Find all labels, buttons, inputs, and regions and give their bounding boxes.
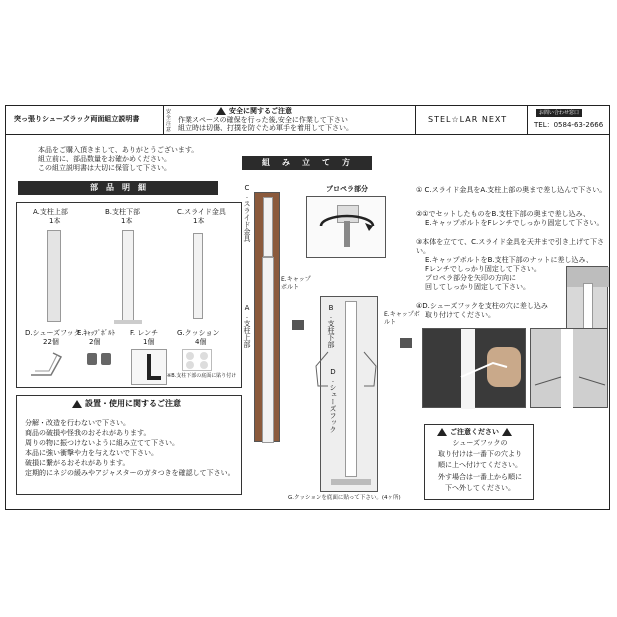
upper-pole-image	[262, 257, 274, 443]
part-f-qty: 1個	[143, 338, 155, 346]
notice-line: シューズフックの	[452, 439, 508, 447]
safety-line-2: 組立時は切傷、打撲を防ぐため軍手を着用して下さい。	[178, 124, 353, 132]
step-number: ③	[416, 238, 423, 246]
notice-line: 取り付けは一番下の穴より	[438, 450, 522, 458]
label-slide-fitting: C.スライド金具	[243, 184, 251, 242]
header-title-cell	[6, 106, 164, 134]
step-text: D.シューズフックを支柱の穴に差し込み	[422, 302, 548, 310]
slide-fitting-image	[263, 197, 273, 257]
label-lower-pole: B.支柱下部	[327, 304, 335, 348]
intro-line-1: 本品をご購入頂きまして、ありがとうございます。	[38, 146, 199, 154]
hooks-on-pole-photo	[530, 328, 608, 408]
safety-line-1: 作業スペースの確保を行った後,安全に作業して下さい	[178, 116, 348, 124]
step-text: E.キャップボルトをFレンチでしっかり固定して下さい。	[425, 219, 604, 227]
header-brand-cell	[416, 106, 528, 134]
hook-in-hand	[453, 353, 513, 383]
rotate-arrow-icon	[315, 211, 379, 241]
step-text: プロペラ部分を矢印の方向に	[425, 274, 516, 282]
part-d-qty: 22個	[43, 338, 59, 346]
label-cap-bolt-2: E.キャップボルト	[384, 311, 420, 326]
step-number: ④	[416, 302, 423, 310]
part-b-foot	[114, 320, 142, 324]
part-c-name: C.スライド金具	[177, 208, 226, 216]
step-text: C.スライド金具をA.支柱上部の奥まで差し込んで下さい。	[424, 186, 607, 194]
part-b-name: B.支柱下部	[105, 208, 141, 216]
part-c-image	[193, 233, 203, 319]
hook-install-photo	[422, 328, 526, 408]
propeller-image	[306, 196, 386, 258]
intro-line-2: 組立前に、部品数量をお確かめください。	[38, 155, 171, 163]
warning-icon	[502, 428, 512, 436]
propeller-label: プロペラ部分	[326, 185, 368, 193]
header-safety-cell	[164, 106, 416, 134]
usage-line: 分解・改造を行わないで下さい。	[25, 419, 130, 427]
warning-icon	[216, 107, 226, 115]
brand-name: STEL☆LAR NEXT	[428, 115, 508, 124]
warning-icon	[437, 428, 447, 436]
shoe-hook-image	[27, 349, 67, 379]
usage-heading: 設置・使用に関するご注意	[72, 399, 181, 409]
parts-list-box	[16, 202, 242, 388]
step-text: 回してしっかり固定して下さい。	[425, 283, 530, 291]
part-c-qty: 1本	[193, 217, 205, 225]
part-g-qty: 4個	[195, 338, 207, 346]
contact-tel: TEL：0584-63-2666	[534, 121, 604, 129]
intro-line-3: この組立説明書は大切に保管して下さい。	[38, 164, 171, 172]
usage-line: 定期的にネジの緩みやアジャスターのガタつきを確認して下さい。	[25, 469, 235, 477]
safety-side-label: 安全注意	[166, 109, 172, 133]
step-2	[416, 210, 611, 228]
part-a-image	[47, 230, 61, 322]
notice-line: 順に上へ付けてください。	[438, 461, 522, 469]
notice-line: 下へ外してください。	[445, 484, 515, 492]
cushion-image	[182, 349, 212, 371]
part-a-name: A.支柱上部	[33, 208, 68, 216]
header-contact-cell	[528, 106, 611, 134]
part-a-qty: 1本	[49, 217, 61, 225]
step-1	[416, 186, 611, 195]
usage-line: 破損に繋がるおそれがあります。	[25, 459, 130, 467]
part-f-name: F. レンチ	[130, 329, 159, 337]
notice-line: 外す場合は一番上から順に	[438, 473, 522, 481]
step-text: Fレンチでしっかり固定して下さい。	[425, 265, 541, 273]
wrench-image	[131, 349, 167, 385]
step-4	[416, 302, 566, 320]
part-d-name: D.シューズフック	[25, 329, 81, 337]
warning-icon	[72, 400, 82, 408]
step-number: ①	[416, 186, 423, 194]
step-text: 取り付けてください。	[425, 311, 495, 319]
hooks-illustration	[531, 365, 609, 395]
part-b-qty: 1本	[121, 217, 133, 225]
label-shoe-hook: D.シューズフック	[329, 368, 337, 433]
part-e-name: E.ｷｬｯﾌﾟﾎﾞﾙﾄ	[77, 329, 116, 337]
step-text: 本体を立てて、C.スライド金具を天井まで引き上げて下さい。	[416, 238, 605, 255]
step-number: ②	[416, 210, 423, 218]
instruction-sheet	[5, 105, 610, 510]
cap-bolt-detail-1	[292, 320, 304, 330]
cap-bolt-detail-2	[400, 338, 412, 348]
cushion-caption: G.クッションを底面に貼って下さい。(4ヶ所)	[288, 495, 401, 501]
step-text: E.キャップボルトをB.支柱下部のナットに差し込み、	[425, 256, 593, 264]
cushion-note: ※B.支柱下部の底面に貼り付け	[167, 373, 237, 379]
usage-notice-box	[16, 395, 242, 495]
header-divider	[6, 134, 609, 135]
contact-label: お問い合わせ窓口	[536, 109, 582, 117]
label-upper-pole: A.支柱上部	[243, 304, 251, 348]
part-e-qty: 2個	[89, 338, 101, 346]
shoe-hook-diagram	[306, 346, 386, 396]
hook-notice-box	[424, 424, 534, 500]
step-text: ①でセットしたものをB.支柱下部の奥まで差し込み、	[422, 210, 591, 218]
cap-bolt-image-2	[101, 353, 111, 365]
part-g-name: G.クッション	[177, 329, 220, 337]
safety-heading: 安全に関するご注意	[216, 107, 292, 116]
usage-line: 商品の破損や怪我のおそれがあります。	[25, 429, 151, 437]
cap-bolt-image-1	[87, 353, 97, 365]
assembly-heading: 組 み 立 て 方	[242, 156, 372, 170]
hook-notice-heading: ご注意ください	[437, 428, 515, 437]
usage-line: 本品に強い衝撃や力を与えないで下さい。	[25, 449, 158, 457]
usage-line: 周りの物に振つけないように組み立てて下さい。	[25, 439, 179, 447]
label-cap-bolt-1: E.キャップボルト	[281, 276, 311, 291]
sheet-title: 突っ張りシューズラック両面組立説明書	[14, 115, 140, 123]
part-b-image	[122, 230, 134, 322]
parts-heading: 部 品 明 細	[18, 181, 218, 195]
assembly-photo-wall	[254, 192, 280, 442]
